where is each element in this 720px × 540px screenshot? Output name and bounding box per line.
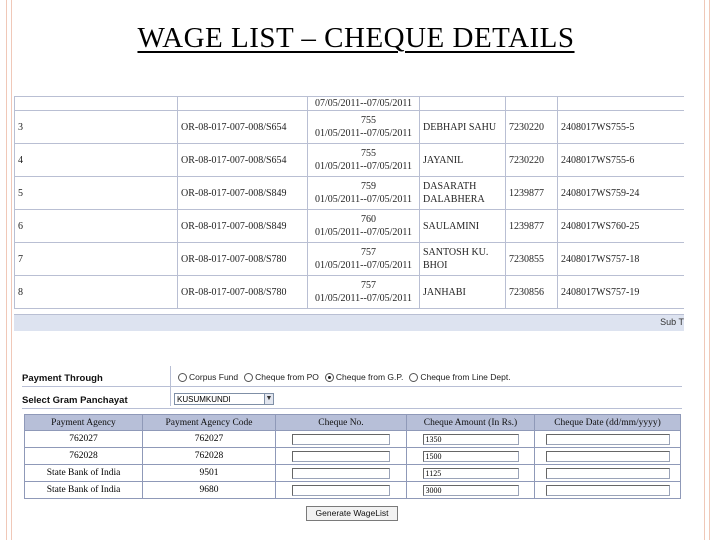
worker-name-cell: DASARATH DALABHERA: [420, 177, 506, 210]
work-code-cell: [178, 97, 308, 111]
wage-slip-cell: 2408017WS759-24: [558, 177, 685, 210]
wage-slip-cell: 2408017WS755-6: [558, 144, 685, 177]
worker-name-cell: DEBHAPI SAHU: [420, 111, 506, 144]
muster-roll-cell: [308, 144, 420, 177]
job-card-cell: [506, 97, 558, 111]
muster-roll-cell: [308, 97, 420, 111]
muster-roll-period: 01/05/2011--07/05/2011: [314, 293, 413, 304]
cheque-amount-input[interactable]: [423, 468, 519, 479]
wage-row: [15, 243, 685, 276]
muster-roll-number: 757: [361, 280, 376, 291]
cheque-date-input[interactable]: [546, 485, 670, 496]
wage-slip-cell: 2408017WS755-5: [558, 111, 685, 144]
work-code-cell: OR-08-017-007-008/S654: [178, 144, 308, 177]
serial-cell: 7: [15, 243, 178, 276]
work-code-cell: OR-08-017-007-008/S849: [178, 177, 308, 210]
agency-code-cell: 762028: [143, 448, 276, 465]
muster-roll-number: 759: [361, 181, 376, 192]
form-divider: [22, 386, 682, 387]
cheque-amount-input[interactable]: [423, 485, 519, 496]
cheque-date-input[interactable]: [546, 451, 670, 462]
serial-cell: 5: [15, 177, 178, 210]
muster-roll-period: 01/05/2011--07/05/2011: [314, 260, 413, 271]
payment-agency-table: [24, 414, 681, 499]
payment-through-label: Payment Through: [22, 373, 103, 384]
work-code-cell: OR-08-017-007-008/S849: [178, 210, 308, 243]
worker-name-cell: JANHABI: [420, 276, 506, 309]
payment-option[interactable]: [325, 372, 403, 382]
wage-row: [15, 276, 685, 309]
wage-row: [15, 97, 685, 111]
serial-cell: 8: [15, 276, 178, 309]
worker-name-cell: SAULAMINI: [420, 210, 506, 243]
payment-agency-cell: State Bank of India: [25, 482, 143, 499]
column-header: Payment Agency Code: [143, 415, 276, 431]
cheque-amount-input[interactable]: [423, 451, 519, 462]
job-card-cell: 7230855: [506, 243, 558, 276]
muster-roll-cell: [308, 210, 420, 243]
radio-button[interactable]: [178, 373, 187, 382]
cheque-no-input[interactable]: [292, 451, 390, 462]
worker-name-cell: [420, 97, 506, 111]
muster-roll-cell: [308, 276, 420, 309]
radio-button[interactable]: [325, 373, 334, 382]
radio-button[interactable]: [409, 373, 418, 382]
column-header: Cheque Date (dd/mm/yyyy): [535, 415, 681, 431]
wage-slip-cell: 2408017WS760-25: [558, 210, 685, 243]
agency-row: [25, 431, 681, 448]
agency-code-cell: 9501: [143, 465, 276, 482]
job-card-cell: 1239877: [506, 210, 558, 243]
work-code-cell: OR-08-017-007-008/S780: [178, 243, 308, 276]
payment-agency-cell: State Bank of India: [25, 465, 143, 482]
muster-roll-period: 01/05/2011--07/05/2011: [314, 128, 413, 139]
muster-roll-number: 757: [361, 247, 376, 258]
form-column-divider: [170, 366, 171, 406]
work-code-cell: OR-08-017-007-008/S654: [178, 111, 308, 144]
wage-slip-cell: 2408017WS757-19: [558, 276, 685, 309]
subtotal-bar: [14, 314, 684, 331]
cheque-no-input[interactable]: [292, 434, 390, 445]
wage-slip-cell: [558, 97, 685, 111]
generate-wagelist-button[interactable]: Generate WageList: [306, 506, 398, 521]
payment-agency-cell: 762027: [25, 431, 143, 448]
wage-row: [15, 144, 685, 177]
job-card-cell: 7230220: [506, 111, 558, 144]
slide-frame-right: [704, 0, 710, 540]
worker-name-cell: JAYANIL: [420, 144, 506, 177]
muster-roll-period: 01/05/2011--07/05/2011: [314, 194, 413, 205]
agency-row: [25, 465, 681, 482]
wage-row: [15, 177, 685, 210]
payment-option[interactable]: [244, 372, 319, 382]
wage-slip-cell: 2408017WS757-18: [558, 243, 685, 276]
job-card-cell: 1239877: [506, 177, 558, 210]
payment-option-label: Cheque from G.P.: [335, 372, 404, 382]
muster-roll-number: 760: [361, 214, 376, 225]
column-header: Payment Agency: [25, 415, 143, 431]
agency-code-cell: 9680: [143, 482, 276, 499]
payment-option-label: Cheque from Line Dept.: [420, 372, 511, 382]
payment-through-options: [178, 372, 511, 382]
muster-roll-number: 755: [361, 115, 376, 126]
payment-option-label: Cheque from PO: [255, 372, 319, 382]
slide-title: WAGE LIST – CHEQUE DETAILS: [137, 22, 575, 54]
radio-button[interactable]: [244, 373, 253, 382]
slide-frame-left: [6, 0, 12, 540]
muster-roll-period: 01/05/2011--07/05/2011: [314, 161, 413, 172]
payment-option[interactable]: [409, 372, 510, 382]
gram-panchayat-label: Select Gram Panchayat: [22, 395, 128, 406]
payment-form: [22, 366, 682, 526]
job-card-cell: 7230220: [506, 144, 558, 177]
serial-cell: 3: [15, 111, 178, 144]
column-header: Cheque Amount (In Rs.): [407, 415, 535, 431]
agency-row: [25, 448, 681, 465]
payment-option[interactable]: [178, 372, 238, 382]
muster-roll-cell: [308, 111, 420, 144]
payment-option-label: Corpus Fund: [189, 372, 239, 382]
payment-agency-cell: 762028: [25, 448, 143, 465]
serial-cell: 4: [15, 144, 178, 177]
subtotal-label: Sub T: [660, 317, 684, 327]
cheque-no-input[interactable]: [292, 485, 390, 496]
wage-row: [15, 111, 685, 144]
serial-cell: 6: [15, 210, 178, 243]
wage-row: [15, 210, 685, 243]
muster-roll-number: 755: [361, 148, 376, 159]
column-header: Cheque No.: [276, 415, 407, 431]
work-code-cell: OR-08-017-007-008/S780: [178, 276, 308, 309]
agency-row: [25, 482, 681, 499]
job-card-cell: 7230856: [506, 276, 558, 309]
gram-panchayat-select[interactable]: KUSUMKUNDI: [174, 393, 274, 405]
chevron-down-icon[interactable]: ▼: [264, 393, 274, 405]
wage-list-table-container: [14, 96, 684, 330]
muster-roll-period: 07/05/2011--07/05/2011: [314, 98, 413, 109]
muster-roll-cell: [308, 243, 420, 276]
cheque-date-input[interactable]: [546, 468, 670, 479]
muster-roll-cell: [308, 177, 420, 210]
agency-code-cell: 762027: [143, 431, 276, 448]
cheque-amount-input[interactable]: [423, 434, 519, 445]
worker-name-cell: SANTOSH KU. BHOI: [420, 243, 506, 276]
form-divider: [22, 408, 682, 409]
wage-list-table: [14, 96, 684, 309]
serial-cell: [15, 97, 178, 111]
cheque-date-input[interactable]: [546, 434, 670, 445]
muster-roll-period: 01/05/2011--07/05/2011: [314, 227, 413, 238]
cheque-no-input[interactable]: [292, 468, 390, 479]
